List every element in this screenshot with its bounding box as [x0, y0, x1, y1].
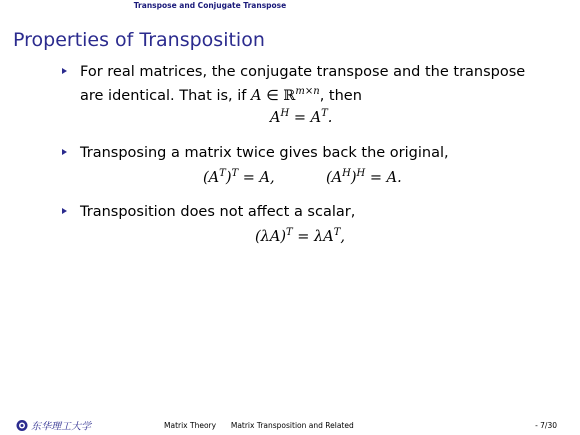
equation-2b: $(A^H)^H = A$.	[326, 168, 402, 186]
footer-subtitle: Matrix Transposition and Related	[230, 421, 354, 430]
page-number: 7/30	[540, 421, 557, 430]
frame-title: Properties of Transposition	[13, 29, 265, 51]
real-set-symbol: ℝ	[283, 87, 296, 104]
bullet-1-line1: For real matrices, the conjugate transpose and the transpose	[80, 64, 526, 80]
footer-page-number	[535, 416, 557, 435]
bullet-1-line2-end: , then	[319, 87, 362, 104]
bullet-1-sup: m×n	[295, 86, 320, 97]
bullet-2-text: Transposing a matrix twice gives back the original,	[80, 145, 449, 161]
bullet-1-math: A	[251, 87, 262, 104]
footer-title: Matrix Theory	[164, 421, 217, 430]
bullet-3-text: Transposition does not affect a scalar,	[80, 204, 356, 220]
bullet-marker	[62, 149, 67, 155]
footer	[0, 416, 580, 435]
equation-3: $(\lambda A)^T = \lambda A^T$,	[255, 227, 345, 245]
section-header: Transpose and Conjugate Transpose	[133, 1, 287, 10]
bullet-1-line2	[80, 82, 560, 106]
bullet-1-line2-text: are identical. That is, if	[80, 87, 247, 104]
element-of-symbol: ∈	[266, 87, 284, 104]
footer-center	[164, 416, 354, 435]
university-logo	[16, 419, 106, 432]
bullet-marker	[62, 208, 67, 214]
equation-1: $A^H = A^T$.	[270, 108, 333, 126]
bullet-marker	[62, 68, 67, 74]
page-dash: -	[535, 421, 541, 430]
equation-2a: $(A^T)^T = A$,	[203, 168, 275, 186]
logo-text: 东华理工大学	[31, 421, 91, 432]
